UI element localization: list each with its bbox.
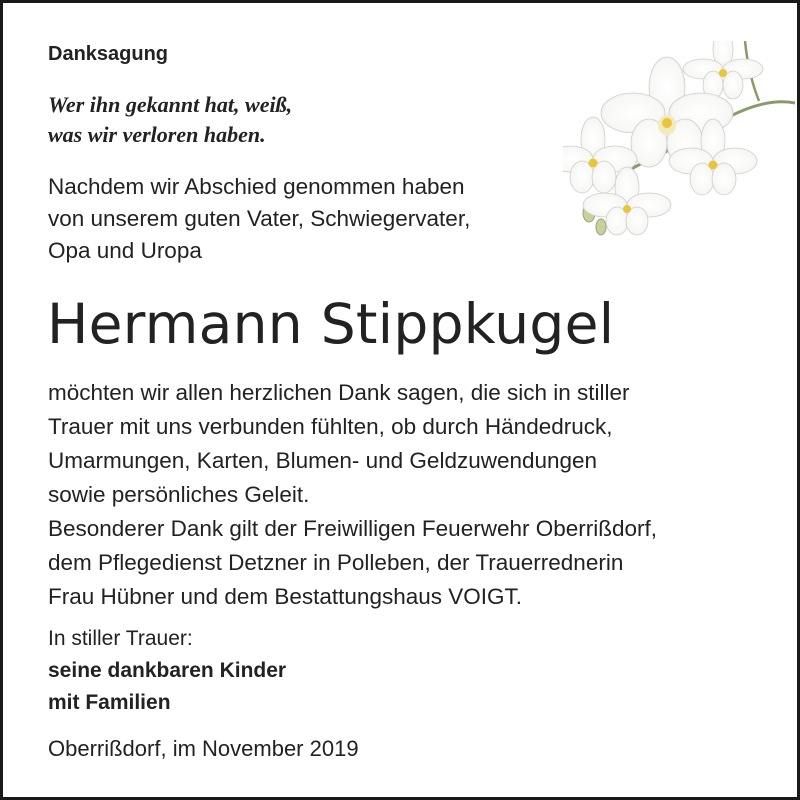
thanks-line: Besonderer Dank gilt der Freiwilligen Feuerwehr Oberrißdorf, <box>48 516 657 541</box>
deceased-name: Hermann Stippkugel <box>47 292 615 356</box>
thanks-text <box>48 376 657 614</box>
signature-intro: In stiller Trauer: <box>48 627 193 650</box>
signature-line: mit Familien <box>48 691 171 714</box>
quote-line: Wer ihn gekannt hat, weiß, <box>48 92 293 117</box>
memorial-quote <box>48 90 292 150</box>
thanks-line: Frau Hübner und dem Bestattungshaus VOIGT. <box>48 584 523 609</box>
thanks-line: Trauer mit uns verbunden fühlten, ob durch Händedruck, <box>48 414 613 439</box>
heading: Danksagung <box>48 43 169 65</box>
intro-text <box>48 171 470 267</box>
quote-line: was wir verloren haben. <box>48 122 266 147</box>
signature-block <box>48 623 286 719</box>
thanks-line: sowie persönliches Geleit. <box>48 482 310 507</box>
white-orchid-image <box>563 41 800 241</box>
signature-line: seine dankbaren Kinder <box>48 659 287 682</box>
thanks-line: Umarmungen, Karten, Blumen- und Geldzuwendungen <box>48 448 598 473</box>
thanks-line: möchten wir allen herzlichen Dank sagen, die sich in stiller <box>48 380 630 405</box>
intro-line: von unserem guten Vater, Schwiegervater, <box>48 206 471 231</box>
place-date: Oberrißdorf, im November 2019 <box>48 736 359 761</box>
intro-line: Opa und Uropa <box>48 238 202 263</box>
intro-line: Nachdem wir Abschied genommen haben <box>48 174 465 199</box>
thanks-line: dem Pflegedienst Detzner in Polleben, der Trauerrednerin <box>48 550 624 575</box>
